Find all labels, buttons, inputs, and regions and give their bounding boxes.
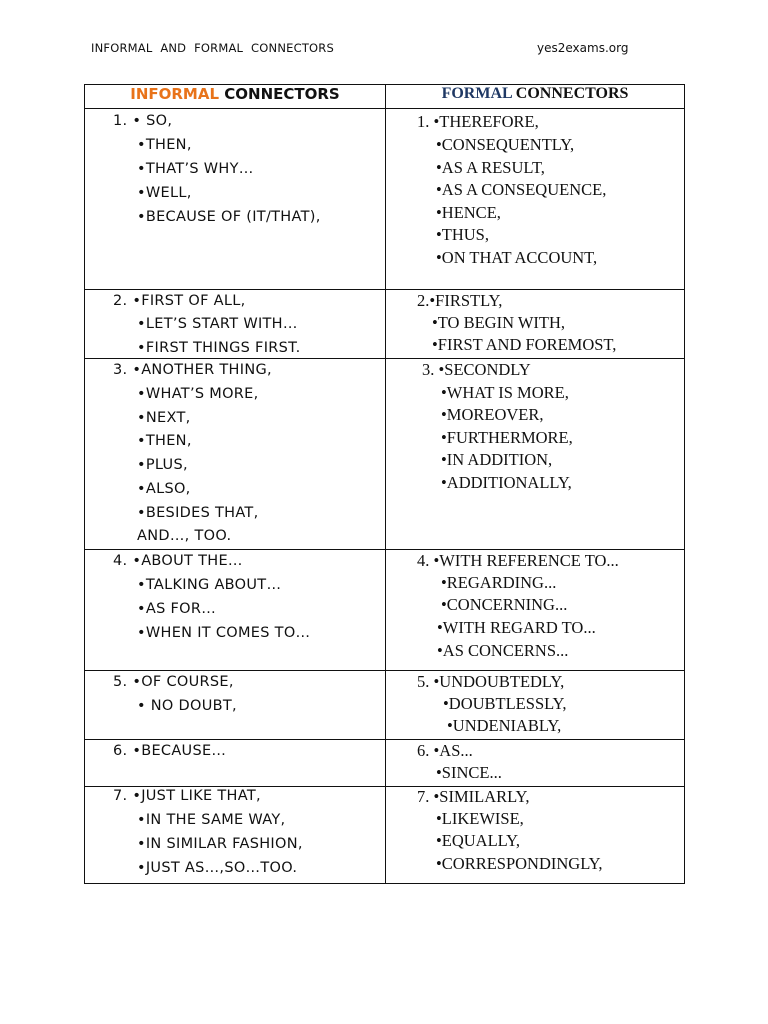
- header-word: FORMAL: [194, 41, 244, 55]
- formal-cell: [386, 359, 685, 550]
- list-item: 6. •BECAUSE…: [113, 743, 227, 759]
- list-item: 6. •AS...: [417, 741, 473, 760]
- formal-cell: [386, 671, 685, 740]
- list-item: •TO BEGIN WITH,: [432, 313, 566, 332]
- table-row: [85, 550, 685, 671]
- header-word: CONNECTORS: [251, 41, 334, 55]
- list-item: •UNDENIABLY,: [447, 716, 562, 735]
- list-item: •MOREOVER,: [441, 405, 544, 424]
- formal-cell: [386, 550, 685, 671]
- table-row: [85, 109, 685, 290]
- table-row: [85, 671, 685, 740]
- informal-cell: [85, 109, 386, 290]
- list-item: 7. •SIMILARLY,: [417, 787, 530, 806]
- list-item: •AS CONCERNS...: [437, 641, 569, 660]
- list-item: •EQUALLY,: [436, 831, 521, 850]
- connectors-table: [84, 84, 685, 884]
- list-item: •AS A RESULT,: [436, 158, 545, 177]
- formal-cell: [386, 740, 685, 787]
- list-item: •LET’S START WITH…: [137, 316, 298, 332]
- informal-cell: [85, 290, 386, 359]
- list-item: 7. •JUST LIKE THAT,: [113, 788, 261, 804]
- table-row: [85, 359, 685, 550]
- list-item: 1. •THEREFORE,: [417, 112, 539, 131]
- informal-cell: [85, 787, 386, 884]
- informal-header-rest: CONNECTORS: [224, 85, 340, 103]
- list-item: •WELL,: [137, 185, 192, 201]
- formal-cell: [386, 787, 685, 884]
- list-item: •FURTHERMORE,: [441, 428, 573, 447]
- table-row: [85, 787, 685, 884]
- list-item: •THEN,: [137, 137, 192, 153]
- informal-cell: [85, 740, 386, 787]
- list-item: •CONSEQUENTLY,: [436, 135, 575, 154]
- list-item: 4. •ABOUT THE…: [113, 553, 243, 569]
- list-item: •LIKEWISE,: [436, 809, 524, 828]
- list-item: 1. • SO,: [113, 113, 173, 129]
- list-item: •NEXT,: [137, 410, 191, 426]
- list-item: •IN ADDITION,: [441, 450, 553, 469]
- list-item: •IN SIMILAR FASHION,: [137, 836, 303, 852]
- list-item: •BECAUSE OF (IT/THAT),: [137, 209, 321, 225]
- list-item: •PLUS,: [137, 457, 188, 473]
- list-item: •WHAT IS MORE,: [441, 383, 569, 402]
- list-item: •FIRST THINGS FIRST.: [137, 340, 301, 356]
- list-item: 2.•FIRSTLY,: [417, 291, 503, 310]
- table-row: [85, 290, 685, 359]
- formal-header-rest: CONNECTORS: [515, 85, 629, 102]
- table-header-row: [85, 85, 685, 109]
- list-item: •THUS,: [436, 225, 489, 244]
- list-item: •CORRESPONDINGLY,: [436, 854, 603, 873]
- list-item: •DOUBTLESSLY,: [443, 694, 567, 713]
- list-item: 3. •ANOTHER THING,: [113, 362, 272, 378]
- list-item: •AS A CONSEQUENCE,: [436, 180, 607, 199]
- list-item: •SINCE...: [436, 763, 502, 782]
- informal-cell: [85, 671, 386, 740]
- list-item: •WHEN IT COMES TO…: [137, 625, 311, 641]
- informal-cell: [85, 550, 386, 671]
- list-item: •AS FOR…: [137, 601, 217, 617]
- list-item: •WITH REGARD TO...: [437, 618, 596, 637]
- list-item: 5. •UNDOUBTEDLY,: [417, 672, 565, 691]
- informal-cell: [85, 359, 386, 550]
- site-name: yes2exams.org: [537, 41, 629, 55]
- list-item: •ALSO,: [137, 481, 191, 497]
- list-item: 5. •OF COURSE,: [113, 674, 234, 690]
- list-item: •BESIDES THAT,: [137, 505, 259, 521]
- list-item: 3. •SECONDLY: [422, 360, 531, 379]
- list-item: •CONCERNING...: [441, 595, 568, 614]
- list-item: •THEN,: [137, 433, 192, 449]
- list-item: • NO DOUBT,: [137, 698, 237, 714]
- list-item: •ON THAT ACCOUNT,: [436, 248, 598, 267]
- informal-column-header: [85, 85, 386, 109]
- header-word: INFORMAL: [91, 41, 153, 55]
- list-item: •THAT’S WHY…: [137, 161, 254, 177]
- list-item: 2. •FIRST OF ALL,: [113, 293, 246, 309]
- header-word: AND: [160, 41, 187, 55]
- list-item: •WHAT’S MORE,: [137, 386, 259, 402]
- formal-cell: [386, 290, 685, 359]
- list-item: •IN THE SAME WAY,: [137, 812, 286, 828]
- list-item: AND…, TOO.: [137, 528, 232, 544]
- formal-cell: [386, 109, 685, 290]
- list-item: •ADDITIONALLY,: [441, 473, 572, 492]
- list-item: •REGARDING...: [441, 573, 557, 592]
- list-item: •HENCE,: [436, 203, 501, 222]
- formal-column-header: [386, 85, 685, 109]
- list-item: •JUST AS…,SO…TOO.: [137, 860, 298, 876]
- document-header-title: [91, 41, 338, 55]
- informal-header-word: INFORMAL: [130, 85, 220, 103]
- list-item: 4. •WITH REFERENCE TO...: [417, 551, 619, 570]
- list-item: •TALKING ABOUT…: [137, 577, 282, 593]
- table-row: [85, 740, 685, 787]
- formal-header-word: FORMAL: [441, 85, 512, 102]
- list-item: •FIRST AND FOREMOST,: [432, 335, 617, 354]
